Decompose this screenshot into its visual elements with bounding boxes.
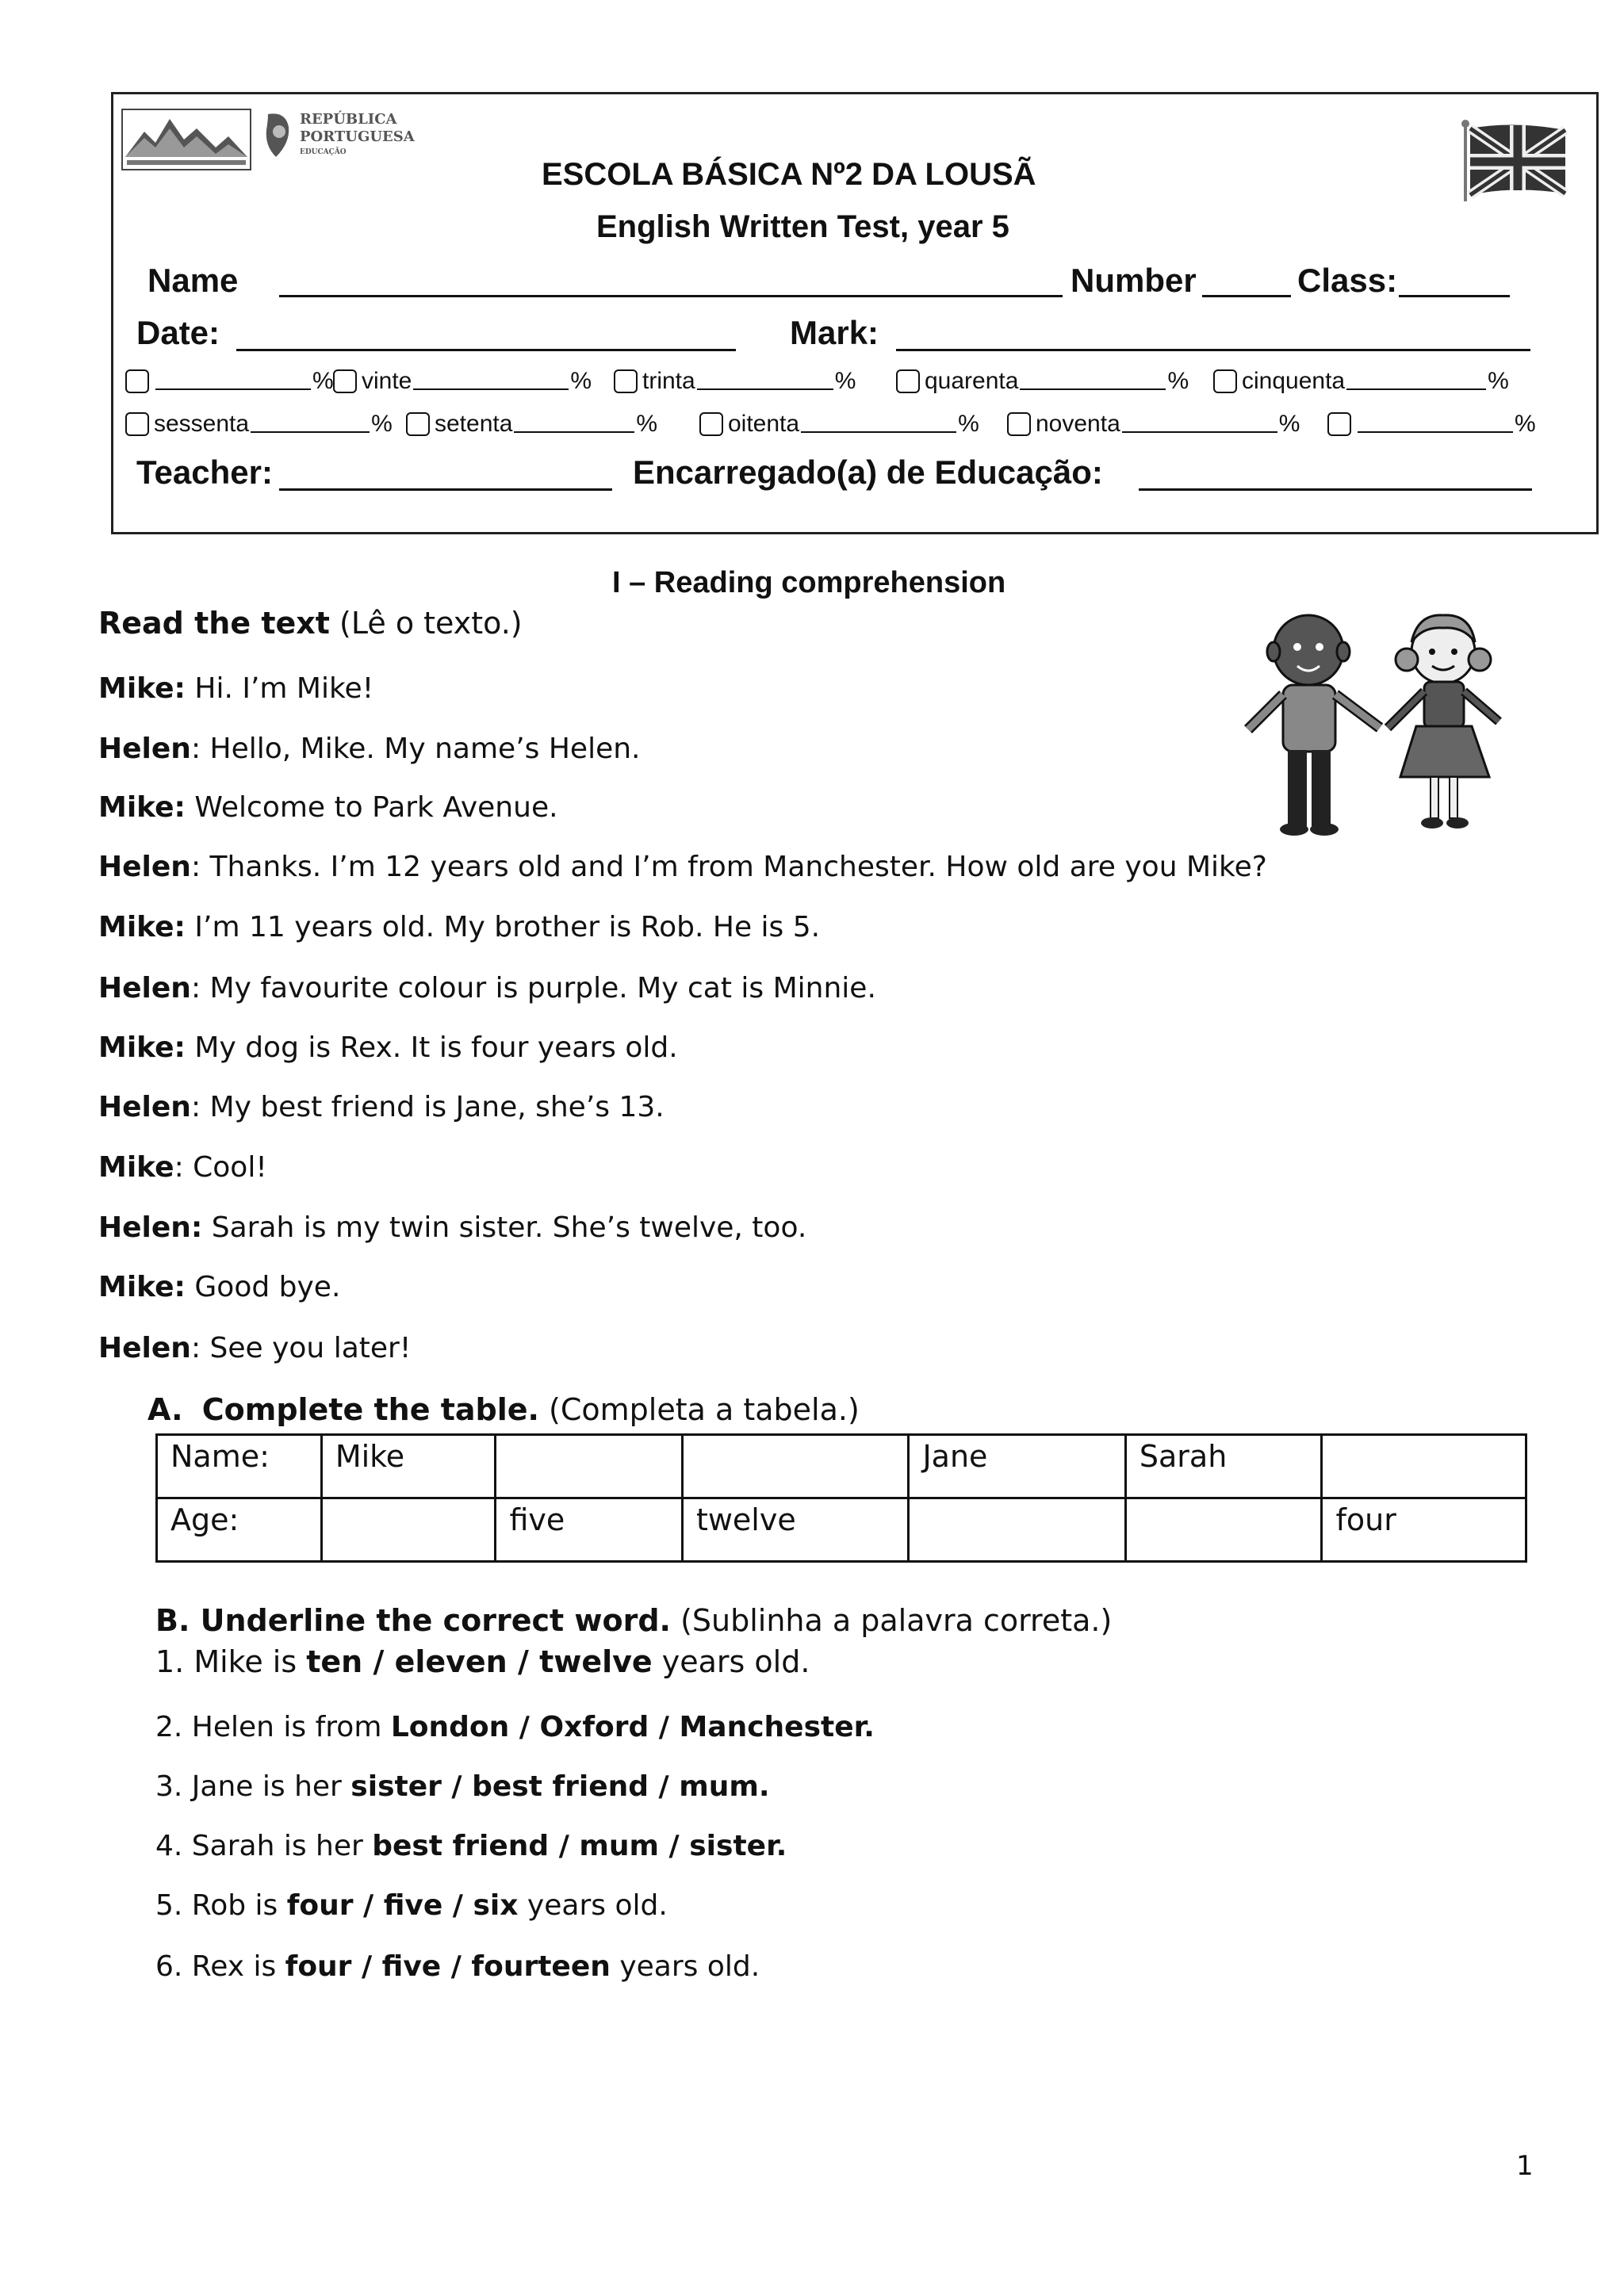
percent-option[interactable]: trinta % — [614, 368, 856, 395]
number-field[interactable] — [1202, 295, 1291, 297]
table-cell: twelve — [682, 1498, 909, 1562]
name-field[interactable] — [279, 295, 1063, 297]
table-row — [157, 1435, 1526, 1498]
uk-flag-icon — [1457, 119, 1568, 203]
date-field[interactable] — [236, 349, 736, 351]
checkbox[interactable] — [406, 412, 430, 436]
reading-instruction: Read the text (Lê o texto.) — [98, 606, 523, 641]
checkbox[interactable] — [1213, 369, 1237, 393]
percent-option[interactable]: oitenta % — [699, 411, 979, 438]
date-label: Date: — [136, 314, 220, 351]
number-label: Number — [1071, 262, 1197, 299]
name-label: Name — [147, 262, 239, 299]
percent-option[interactable]: setenta % — [406, 411, 657, 438]
task-a-heading: A. Complete the table. (Completa a tabela.) — [147, 1392, 860, 1427]
boy-figure — [1248, 615, 1380, 836]
percent-option[interactable]: sessenta % — [125, 411, 393, 438]
school-logo — [121, 108, 252, 171]
checkbox[interactable] — [1007, 412, 1031, 436]
question-item: 2. Helen is from London / Oxford / Manchester. — [155, 1711, 875, 1743]
table-cell[interactable] — [1125, 1498, 1322, 1562]
checkbox[interactable] — [125, 369, 149, 393]
dialogue-line: Mike: Cool! — [98, 1151, 267, 1184]
answer-options[interactable]: sister / best friend / mum. — [350, 1770, 770, 1803]
teacher-label: Teacher: — [136, 453, 273, 491]
dialogue-line: Mike: I’m 11 years old. My brother is Rob. He is 5. — [98, 911, 821, 943]
girl-figure — [1388, 615, 1499, 828]
class-field[interactable] — [1399, 295, 1510, 297]
republica-portuguesa-logo — [262, 108, 420, 171]
children-illustration — [1237, 603, 1554, 840]
mark-label: Mark: — [790, 314, 879, 351]
dialogue-line: Helen: Hello, Mike. My name’s Helen. — [98, 733, 641, 765]
dialogue-line: Mike: Welcome to Park Avenue. — [98, 791, 558, 824]
table-cell[interactable] — [909, 1498, 1125, 1562]
table-cell: Name: — [157, 1435, 322, 1498]
percent-option[interactable]: noventa % — [1007, 411, 1300, 438]
mark-field[interactable] — [896, 349, 1530, 351]
percent-option[interactable]: cinquenta % — [1213, 368, 1509, 395]
guardian-field[interactable] — [1139, 488, 1532, 491]
checkbox[interactable] — [125, 412, 149, 436]
task-b-heading: B. Underline the correct word. (Sublinha a palavra correta.) — [155, 1603, 1113, 1638]
test-title: English Written Test, year 5 — [596, 209, 1009, 244]
question-item: 6. Rex is four / five / fourteen years old. — [155, 1950, 760, 1983]
table-cell: four — [1322, 1498, 1526, 1562]
dialogue-line: Helen: See you later! — [98, 1332, 412, 1364]
answer-options[interactable]: four / five / fourteen — [285, 1950, 611, 1983]
dialogue-line: Helen: Sarah is my twin sister. She’s twelve, too. — [98, 1211, 807, 1244]
table-cell: Mike — [321, 1435, 496, 1498]
answer-options[interactable]: ten / eleven / twelve — [306, 1644, 653, 1679]
republic-line3: EDUCAÇÃO — [300, 148, 347, 156]
percent-option[interactable]: quarenta % — [896, 368, 1189, 395]
table-cell[interactable] — [1322, 1435, 1526, 1498]
dialogue-line: Helen: My favourite colour is purple. My cat is Minnie. — [98, 972, 876, 1004]
section-title: I – Reading comprehension — [612, 566, 1006, 599]
table-row — [157, 1498, 1526, 1562]
class-label: Class: — [1297, 262, 1398, 299]
answer-options[interactable]: four / five / six — [286, 1889, 519, 1922]
guardian-label: Encarregado(a) de Educação: — [633, 453, 1103, 491]
table-cell[interactable] — [496, 1435, 683, 1498]
question-item: 4. Sarah is her best friend / mum / sister. — [155, 1830, 787, 1862]
checkbox[interactable] — [333, 369, 357, 393]
table-cell: five — [496, 1498, 683, 1562]
dialogue-line: Helen: Thanks. I’m 12 years old and I’m from Manchester. How old are you Mike? — [98, 851, 1267, 883]
dialogue-line: Mike: Hi. I’m Mike! — [98, 672, 374, 705]
dialogue-line: Mike: Good bye. — [98, 1271, 341, 1303]
coat-of-arms-icon — [262, 111, 293, 160]
table-cell[interactable] — [682, 1435, 909, 1498]
page-number: 1 — [1516, 2150, 1534, 2182]
checkbox[interactable] — [699, 412, 723, 436]
name-age-table — [155, 1433, 1527, 1563]
republic-line2: PORTUGUESA — [300, 128, 415, 145]
school-name: ESCOLA BÁSICA Nº2 DA LOUSÃ — [542, 157, 1036, 192]
question-item: 5. Rob is four / five / six years old. — [155, 1889, 668, 1922]
checkbox[interactable] — [614, 369, 638, 393]
percent-option[interactable]: % — [1327, 411, 1536, 438]
percent-option[interactable]: vinte % — [333, 368, 592, 395]
table-cell: Jane — [909, 1435, 1125, 1498]
teacher-field[interactable] — [279, 488, 612, 491]
answer-options[interactable]: London / Oxford / Manchester. — [390, 1711, 875, 1743]
checkbox[interactable] — [1327, 412, 1351, 436]
percent-option[interactable]: % — [125, 368, 334, 395]
question-item: 3. Jane is her sister / best friend / mum. — [155, 1770, 770, 1803]
answer-options[interactable]: best friend / mum / sister. — [372, 1830, 787, 1862]
table-cell: Sarah — [1125, 1435, 1322, 1498]
table-cell[interactable] — [321, 1498, 496, 1562]
republic-line1: REPÚBLICA — [300, 111, 397, 128]
table-cell: Age: — [157, 1498, 322, 1562]
question-item: 1. Mike is ten / eleven / twelve years old. — [155, 1644, 810, 1679]
checkbox[interactable] — [896, 369, 920, 393]
dialogue-line: Mike: My dog is Rex. It is four years old. — [98, 1031, 678, 1064]
dialogue-line: Helen: My best friend is Jane, she’s 13. — [98, 1091, 665, 1123]
